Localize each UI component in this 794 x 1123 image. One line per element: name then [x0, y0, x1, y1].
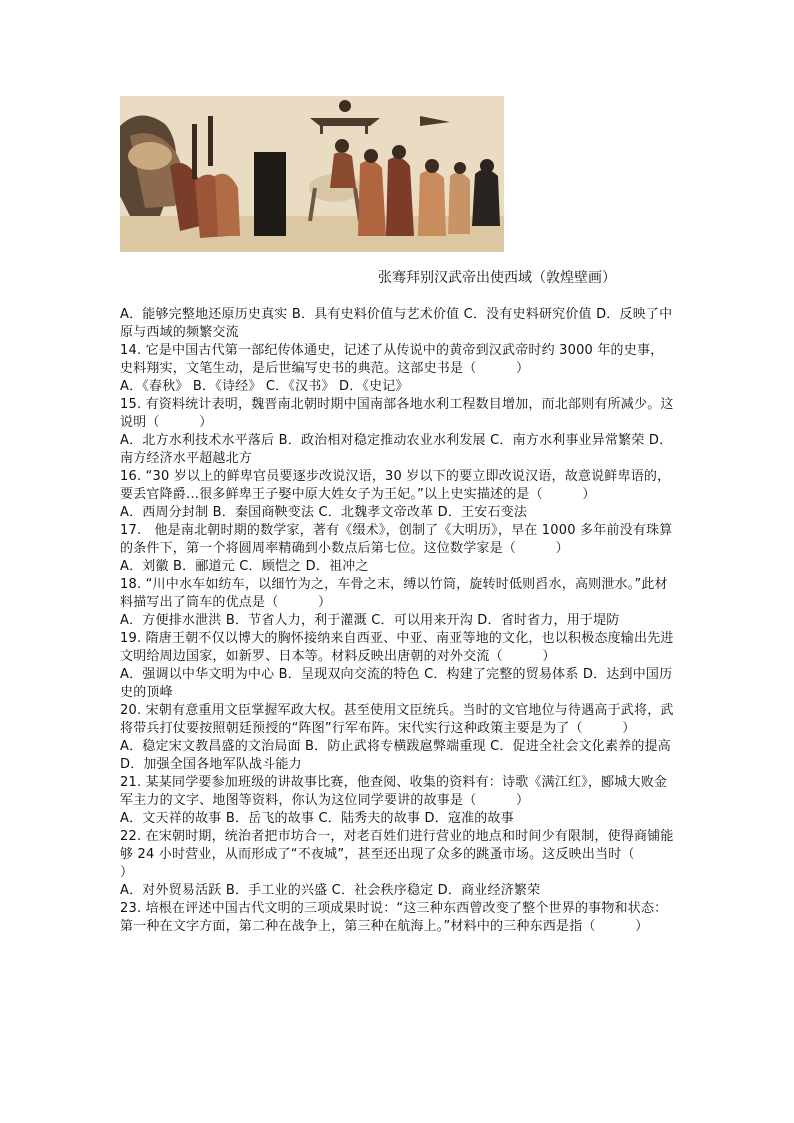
text-line: A．文天祥的故事 B．岳飞的故事 C．陆秀夫的故事 D．寇准的故事: [120, 811, 514, 826]
text-line: 14. 它是中国古代第一部纪传体通史，记述了从传说中的黄帝到汉武帝时约 3000 年的史事，史料翔实，文笔生动，是后世编写史书的典范。这部史书是（ ）: [120, 343, 664, 376]
caption-text: 张骞拜别汉武帝出使西域（敦煌壁画）: [378, 270, 616, 286]
text-line: A．对外贸易活跃 B．手工业的兴盛 C．社会秩序稳定 D．商业经济繁荣: [120, 883, 541, 898]
mural-caption: [120, 268, 674, 288]
dunhuang-mural-image: [120, 96, 504, 252]
text-line: 19. 隋唐王朝不仅以博大的胸怀接纳来自西亚、中亚、南亚等地的文化，也以积极态度输出先进文明给周边国家，如新罗、日本等。材料反映出唐朝的对外交流（ ）: [120, 631, 674, 664]
text-line: 22. 在宋朝时期，统治者把市坊合一，对老百姓们进行营业的地点和时间少有限制，使得商铺能够 24 小时营业，从而形成了“不夜城”，甚至还出现了众多的跳蚤市场。这反映出当时（ ）: [120, 829, 675, 880]
text-line: A．北方水利技术水平落后 B．政治相对稳定推动农业水利发展 C．南方水利事业异常繁荣 D．南方经济水平超越北方: [120, 433, 673, 466]
text-line: A．刘徽 B．郦道元 C．顾恺之 D．祖冲之: [120, 559, 369, 574]
text-line: 16. “30 岁以上的鲜卑官员要逐步改说汉语，30 岁以下的要立即改说汉语，故意说鲜卑语的，要丢官降爵…很多鲜卑王子娶中原大姓女子为王妃。”以上史实描述的是（ ）: [120, 469, 671, 502]
text-line: 21. 某某同学要参加班级的讲故事比赛，他查阅、收集的资料有：诗歌《满江红》，郾城大败金军主力的文字、地图等资料，你认为这位同学要讲的故事是（ ）: [120, 775, 668, 808]
text-line: 20. 宋朝有意重用文臣掌握军政大权。甚至使用文臣统兵。当时的文官地位与待遇高于武将，武将带兵打仗要按照朝廷预授的“阵图”行军布阵。宋代实行这种政策主要是为了（ ）: [120, 703, 674, 736]
text-line: A．《春秋》 B．《诗经》 C．《汉书》 D．《史记》: [120, 379, 409, 394]
text-line: 18. “川中水车如纺车，以细竹为之，车骨之末，缚以竹筒，旋转时低则舀水，高则泄水。”此材料描写出了筒车的优点是（ ）: [120, 577, 668, 610]
text-line: A．能够完整地还原历史真实 B．具有史料价值与艺术价值 C．没有史料研究价值 D．反映了中原与西域的频繁交流: [120, 307, 673, 340]
question-text-block: [120, 306, 676, 936]
text-line: 23. 培根在评述中国古代文明的三项成果时说：“这三种东西曾改变了整个世界的事物和状态：第一种在文字方面，第二种在战争上，第三种在航海上。”材料中的三种东西是指（ ）: [120, 901, 668, 934]
text-line: 15. 有资料统计表明，魏晋南北朝时期中国南部各地水利工程数目增加，而北部则有所减少。这说明（ ）: [120, 397, 674, 430]
mural-painting: [120, 96, 504, 252]
text-line: A．强调以中华文明为中心 B．呈现双向交流的特色 C．构建了完整的贸易体系 D．达到中国历史的顶峰: [120, 667, 673, 700]
text-line: A．方便排水泄洪 B．节省人力，利于灌溉 C．可以用来开沟 D．省时省力，用于堤防: [120, 613, 620, 628]
text-line: A．稳定宋文教昌盛的文治局面 B．防止武将专横跋扈弊端重现 C．促进全社会文化素养的提高 D．加强全国各地军队战斗能力: [120, 739, 671, 772]
text-line: A．西周分封制 B．秦国商鞅变法 C．北魏孝文帝改革 D．王安石变法: [120, 505, 528, 520]
text-line: 17. 他是南北朝时期的数学家，著有《缀术》，创制了《大明历》，早在 1000 多年前没有珠算的条件下，第一个将圆周率精确到小数点后第七位。这位数学家是（ ）: [120, 523, 673, 556]
